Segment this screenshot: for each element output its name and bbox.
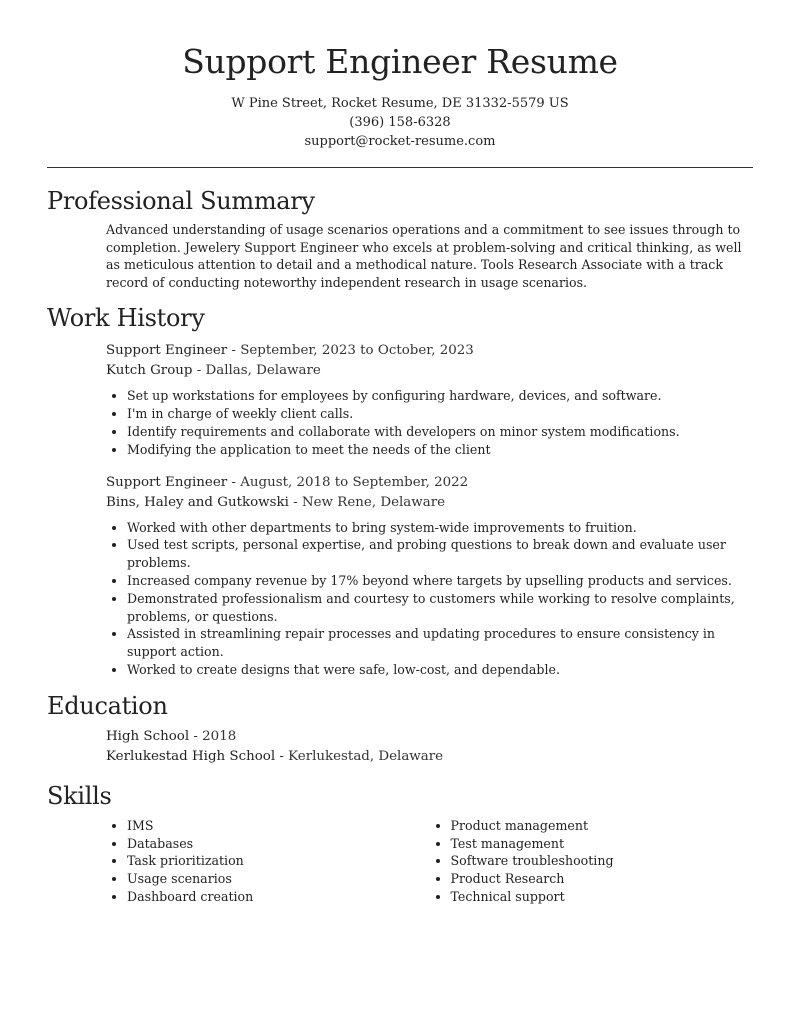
school: Kerlukestad High School: [106, 748, 276, 764]
work-history: [106, 341, 753, 678]
divider: [47, 167, 753, 168]
job-dates: - August, 2018 to September, 2022: [227, 474, 469, 490]
skill-item: • Usage scenarios: [127, 870, 430, 888]
skills-column-right: [430, 817, 754, 906]
job-entry: [106, 341, 753, 458]
summary-text: Advanced understanding of usage scenarios operations and a commitment to see issues through to completion. Jewelery Support Engineer who excels at problem-solving and critical thinking, as well as meticulous attention to detail and a methodical nature. Tools Research Associate with a track record of conducting noteworthy independent research in usage scenarios.: [106, 222, 742, 290]
job-title-line: [106, 341, 753, 361]
list-item: • Set up workstations for employees by configuring hardware, devices, and software.: [127, 387, 753, 405]
education-entry: [106, 727, 753, 767]
email: support@rocket-resume.com: [304, 134, 496, 149]
job-location: - Dallas, Delaware: [192, 363, 321, 379]
list-item: • Used test scripts, personal expertise, and probing questions to break down and evaluate user problems.: [127, 536, 753, 572]
work-heading: Work History: [47, 304, 205, 333]
job-role: Support Engineer: [106, 343, 228, 359]
list-item: • Increased company revenue by 17% beyond where targets by upselling products and services.: [127, 572, 753, 590]
job-location: - New Rene, Delaware: [288, 494, 446, 510]
education-degree-line: [106, 727, 753, 747]
job-company: Kutch Group: [106, 363, 193, 379]
skill-item: • Test management: [451, 835, 754, 853]
education-heading: Education: [47, 691, 168, 720]
resume-title: Support Engineer Resume: [182, 42, 618, 81]
job-company: Bins, Haley and Gutkowski: [106, 494, 289, 510]
job-role: Support Engineer: [106, 474, 228, 490]
degree: High School: [106, 728, 190, 744]
list-item: • Demonstrated professionalism and courtesy to customers while working to resolve complaints, problems, or questions.: [127, 590, 753, 626]
address: W Pine Street, Rocket Resume, DE 31332-5579 US: [231, 96, 569, 111]
school-location: - Kerlukestad, Delaware: [275, 748, 444, 764]
skills-heading: Skills: [47, 781, 112, 810]
job-bullets: [106, 519, 753, 679]
list-item: • Assisted in streamlining repair processes and updating procedures to ensure consistency in support action.: [127, 625, 753, 661]
job-company-line: [106, 361, 753, 381]
skill-item: • IMS: [127, 817, 430, 835]
skills-list: [106, 817, 753, 906]
list-item: • Modifying the application to meet the needs of the client: [127, 441, 753, 459]
job-bullets: [106, 387, 753, 458]
phone: (396) 158-6328: [349, 115, 451, 130]
education-school-line: [106, 747, 753, 767]
skill-item: • Software troubleshooting: [451, 852, 754, 870]
skill-item: • Product Research: [451, 870, 754, 888]
skills-column-left: [106, 817, 430, 906]
job-entry: [106, 473, 753, 679]
job-dates: - September, 2023 to October, 2023: [227, 343, 474, 359]
list-item: • Identify requirements and collaborate with developers on minor system modifications.: [127, 423, 753, 441]
education-year: - 2018: [189, 728, 237, 744]
job-title-line: [106, 473, 753, 493]
skill-item: • Databases: [127, 835, 430, 853]
list-item: • Worked with other departments to bring system-wide improvements to fruition.: [127, 519, 753, 537]
list-item: • I'm in charge of weekly client calls.: [127, 405, 753, 423]
skill-item: • Product management: [451, 817, 754, 835]
contact-info: [47, 94, 753, 151]
summary-heading: Professional Summary: [47, 187, 315, 215]
skill-item: • Technical support: [451, 888, 754, 906]
skill-item: • Task prioritization: [127, 852, 430, 870]
list-item: • Worked to create designs that were safe, low-cost, and dependable.: [127, 661, 753, 679]
job-company-line: [106, 493, 753, 513]
skill-item: • Dashboard creation: [127, 888, 430, 906]
